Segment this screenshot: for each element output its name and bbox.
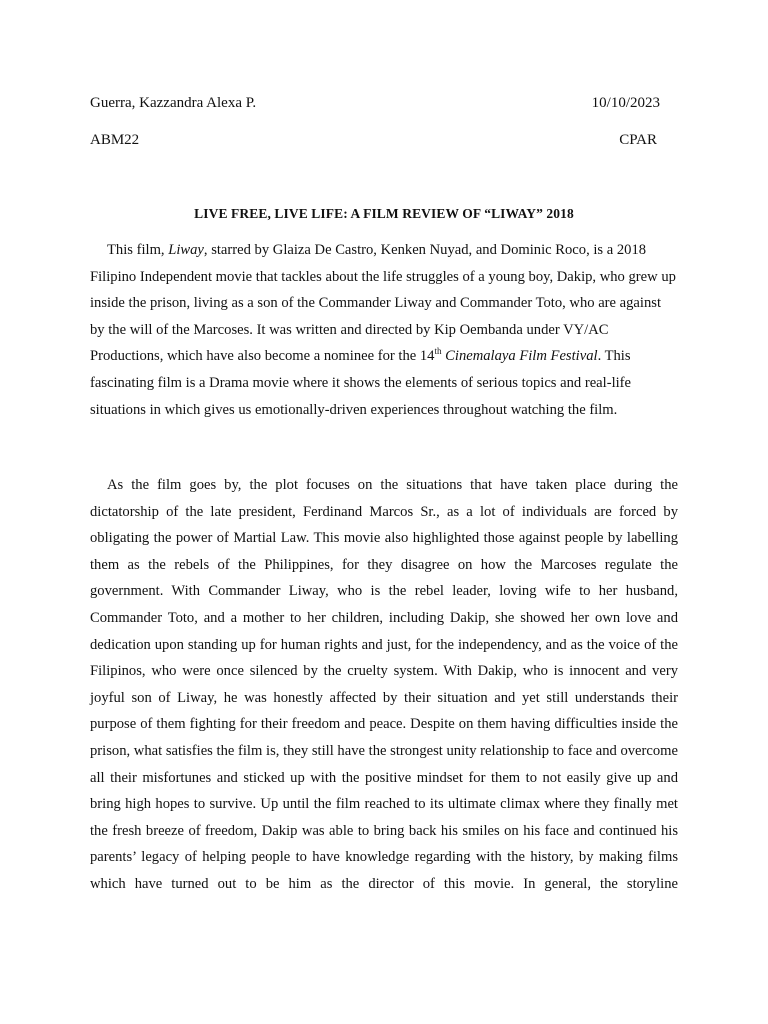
paragraph-2-text: As the film goes by, the plot focuses on the situations that have taken place during the dictatorship of the late president, Ferdinand Marcos Sr., as a lot of individuals are forced by obligating the power of Martial Law. This movie also highlighted those against people by labelling them as the rebels of the Philippines, for they disagree on how the Marcoses regulate the government. With Commander Liway, who is the rebel leader, loving wife to her husband, Commander Toto, and a mother to her children, including Dakip, she showed her own love and dedication upon standing up for human rights and just, for the independency, and as the voice of the Filipinos, who were once silenced by the cruelty system. With Dakip, who is innocent and very joyful son of Liway, he was honestly affected by their situation and yet still understands their purpose of them fighting for their freedom and peace. Despite on them having difficulties inside the prison, what satisfies the film is, they still have the strongest unity relationship to face and overcome all their misfortunes and sticked up with the positive mindset for them to not easily give up and bring high hopes to survive. Up until the film reached to its ultimate climax where they finally met the fresh breeze of freedom, Dakip was able to bring back his smiles on his face and continued his parents’ legacy of helping people to have knowledge regarding with the history, by making films which have turned out to be him as the director of this movie. In general, the storyline — [90, 477, 678, 892]
review-title: LIVE FREE, LIVE LIFE: A FILM REVIEW OF “LIWAY” 2018 — [194, 206, 574, 221]
film-title: Liway — [168, 242, 204, 258]
header-row-1 — [90, 94, 660, 112]
class-section: ABM22 — [90, 132, 140, 148]
paragraph-2 — [90, 472, 678, 898]
paragraph-1-text-a: This film, — [107, 242, 169, 258]
paragraph-1 — [90, 237, 678, 423]
author-name: Guerra, Kazzandra Alexa P. — [90, 95, 257, 111]
festival-name: Cinemalaya Film Festival — [445, 348, 598, 365]
ordinal-suffix: th — [434, 346, 442, 357]
header-row-2 — [90, 131, 660, 149]
paragraph-1-text-b: , starred by Glaiza De Castro, Kenken Nuyad, and Dominic Roco, is a 2018 Filipino Independent movie that tackles about the life struggles of a young boy, Dakip, who grew up inside the prison, living as a son of the Commander Liway and Commander Toto, who are against by the will of the Marcoses. It was written and directed by Kip Oembanda under VY/AC Productions, which have also become a nominee for the 14 — [90, 242, 676, 365]
document-date: 10/10/2023 — [591, 95, 660, 111]
paragraph-1-text-c: . This fascinating film is a Drama movie where it shows the elements of serious topics and real-life situations in which gives us emotionally-driven experiences throughout watching the film. — [90, 348, 632, 418]
subject-name: CPAR — [619, 132, 657, 148]
